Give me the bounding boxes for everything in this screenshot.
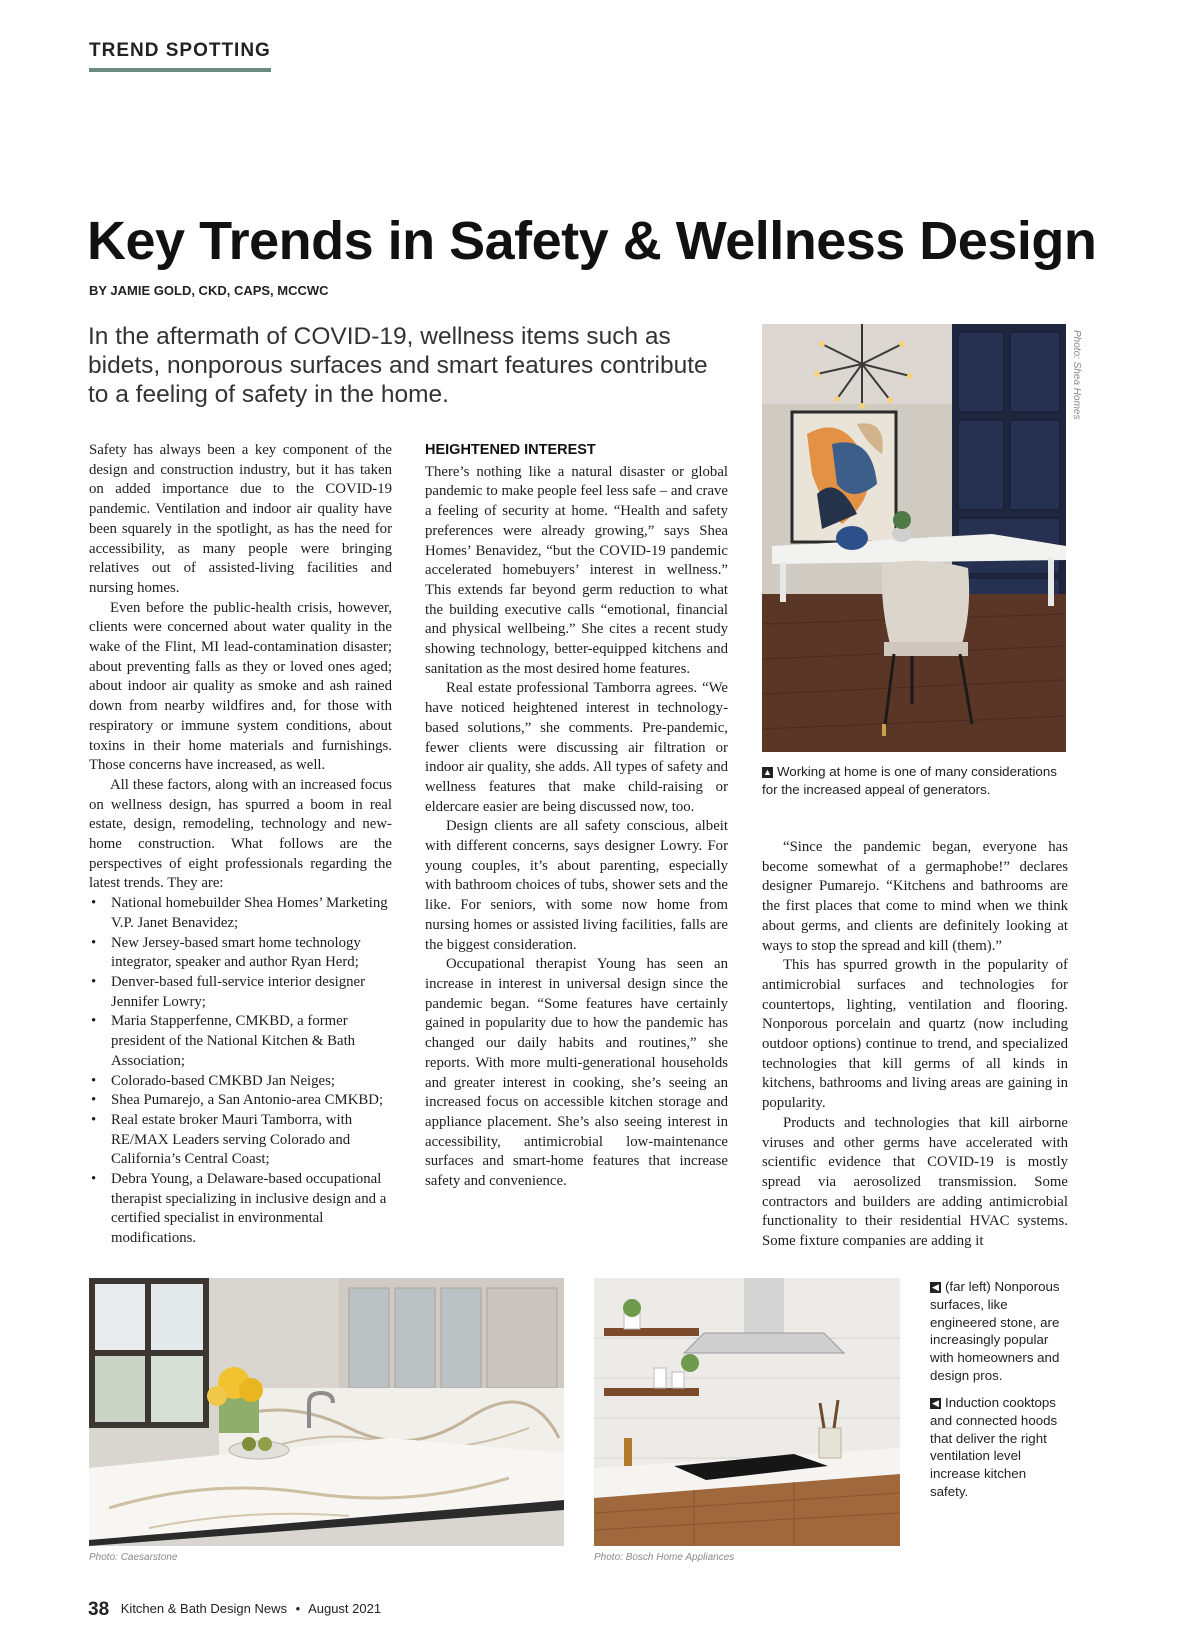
paragraph: This has spurred growth in the popularity of antimicrobial surfaces and technologies for countertops, lighting, ventilation and flooring. Nonporous porcelain and quartz (now including outdoor options) continue to trend, and specialized technologies that kill germs of all kinds in kitchens, bathrooms and living areas are gaining in popularity. [762,957,1068,1112]
quartz-kitchen-photo [89,1278,564,1546]
byline: BY JAMIE GOLD, CKD, CAPS, MCCWC [89,283,329,298]
arrow-left-icon: ◀ [930,1282,941,1293]
photo-credit-vertical: Photo: Shea Homes [1071,330,1082,420]
paragraph: Safety has always been a key component of the design and construction industry, but it has taken on added importance due to the COVID-19 pandemic. Ventilation and indoor air quality have been squarely in the spotlight, as has the need for accessibility, as many people were bringing relatives out of assisted-living facilities and nursing homes. [89,442,392,596]
paragraph: Occupational therapist Young has seen an increase in interest in universal design since the pandemic began. “Some features have certainly gained in popularity due to how the pandemic has changed our daily habits and routines,” she reports. With more multi-generational households and greater interest in cooking, she’s seeing an increased focus on accessible kitchen storage and appliance placement. She’s also seeing interest in accessibility, antimicrobial low-maintenance surfaces and smart-home features that increase safety and convenience. [425,956,728,1190]
list-item: • New Jersey-based smart home technology integrator, speaker and author Ryan Herd; [89,934,392,973]
list-item: • Real estate broker Mauri Tamborra, with RE/MAX Leaders serving Colorado and California’s Central Coast; [89,1111,392,1170]
list-item: • Debra Young, a Delaware-based occupational therapist specializing in inclusive design and a certified specialist in environmental modifications. [89,1170,392,1249]
list-item: • Shea Pumarejo, a San Antonio-area CMKBD; [89,1091,392,1111]
article-deck: In the aftermath of COVID-19, wellness items such as bidets, nonporous surfaces and smart features contribute to a feeling of safety in the home. [88,323,708,408]
subhead: HEIGHTENED INTEREST [425,442,596,458]
arrow-up-icon: ▲ [763,767,772,777]
home-office-photo [762,324,1066,752]
publication-name: Kitchen & Bath Design News [120,1601,287,1616]
list-item: • Colorado-based CMKBD Jan Neiges; [89,1072,392,1092]
list-item: • Denver-based full-service interior designer Jennifer Lowry; [89,973,392,1012]
paragraph: Real estate professional Tamborra agrees. “We have noticed heightened interest in technology-based solutions,” she comments. Pre-pandemic, fewer clients were discussing air filtration or indoor air quality, she adds. All types of safety and wellness features that make child-raising or eldercare easier are being discussed now, too. [425,680,728,815]
article-headline: Key Trends in Safety & Wellness Design [87,211,1097,271]
top-photo-caption: ▲ Working at home is one of many considerations for the increased appeal of generators. [762,764,1057,797]
section-tag: TREND SPOTTING [89,40,271,72]
list-item: • National homebuilder Shea Homes’ Marketing V.P. Janet Benavidez; [89,894,392,933]
experts-list [89,894,392,1249]
photo-credit: Photo: Bosch Home Appliances [594,1552,735,1563]
list-item: • Maria Stapperfenne, CMKBD, a former president of the National Kitchen & Bath Association; [89,1012,392,1071]
paragraph: All these factors, along with an increased focus on wellness design, has spurred a boom in real estate, design, remodeling, technology and new-home construction. What follows are the perspectives of eight professionals regarding the latest trends. They are: [89,776,392,892]
paragraph: “Since the pandemic began, everyone has become somewhat of a germaphobe!” declares designer Pumarejo. “Kitchens and bathrooms are the first places that come to mind when we think about germs, and clients are definitely looking at ways to stop the spread and kill (them).” [762,839,1068,954]
issue-date: August 2021 [308,1601,382,1616]
induction-kitchen-photo [594,1278,900,1546]
paragraph: Products and technologies that kill airborne viruses and other germs have accelerated with scientific evidence that COVID-19 is mostly spread via aerosolized transmission. Some contractors and builders are adding antimicrobial functionality to their residential HVAC systems. Some fixture companies are adding it [762,1114,1068,1250]
page-number: 38 [88,1599,110,1620]
paragraph: Even before the public-health crisis, however, clients were concerned about water quality in the wake of the Flint, MI lead-contamination disaster; about preventing falls as they or loved ones aged; about indoor air quality as smoke and ash rained down from nearby wildfires and, for those with respiratory or immune system conditions, about toxins in their home materials and furnishings. Those concerns have increased, as well. [89,599,392,774]
bottom-caption-1: ◀ (far left) Nonporous surfaces, like engineered stone, are increasingly popular with homeowners and design pros. [930,1279,1060,1383]
page-footer [88,1599,381,1621]
body-column-3 [762,838,1068,1252]
body-column-1 [89,441,392,1249]
footer-separator: • [295,1601,301,1616]
bottom-caption-2: ◀ Induction cooktops and connected hoods that deliver the right ventilation level increase kitchen safety. [930,1395,1058,1499]
body-column-2 [425,441,728,1192]
paragraph: Design clients are all safety conscious, albeit with different concerns, says designer Lowry. For young couples, it’s about parenting, especially with bathroom choices of tubs, shower sets and the like. For seniors, with some now home from nursing homes or assisted living facilities, falls are the biggest consideration. [425,818,728,953]
photo-credit: Photo: Caesarstone [89,1552,178,1563]
paragraph: There’s nothing like a natural disaster or global pandemic to make people feel less safe – and crave a feeling of security at home. “Health and safety preferences were already growing,” says Shea Homes’ Benavidez, “but the COVID-19 pandemic accelerated homebuyers’ interest in wellness.” This extends far beyond germ reduction to what the building executive calls “emotional, financial and physical wellbeing.” She cites a recent study showing technology, better-equipped kitchens and sanitation as the most desired home features. [425,463,728,677]
arrow-left-icon: ◀ [930,1398,941,1409]
